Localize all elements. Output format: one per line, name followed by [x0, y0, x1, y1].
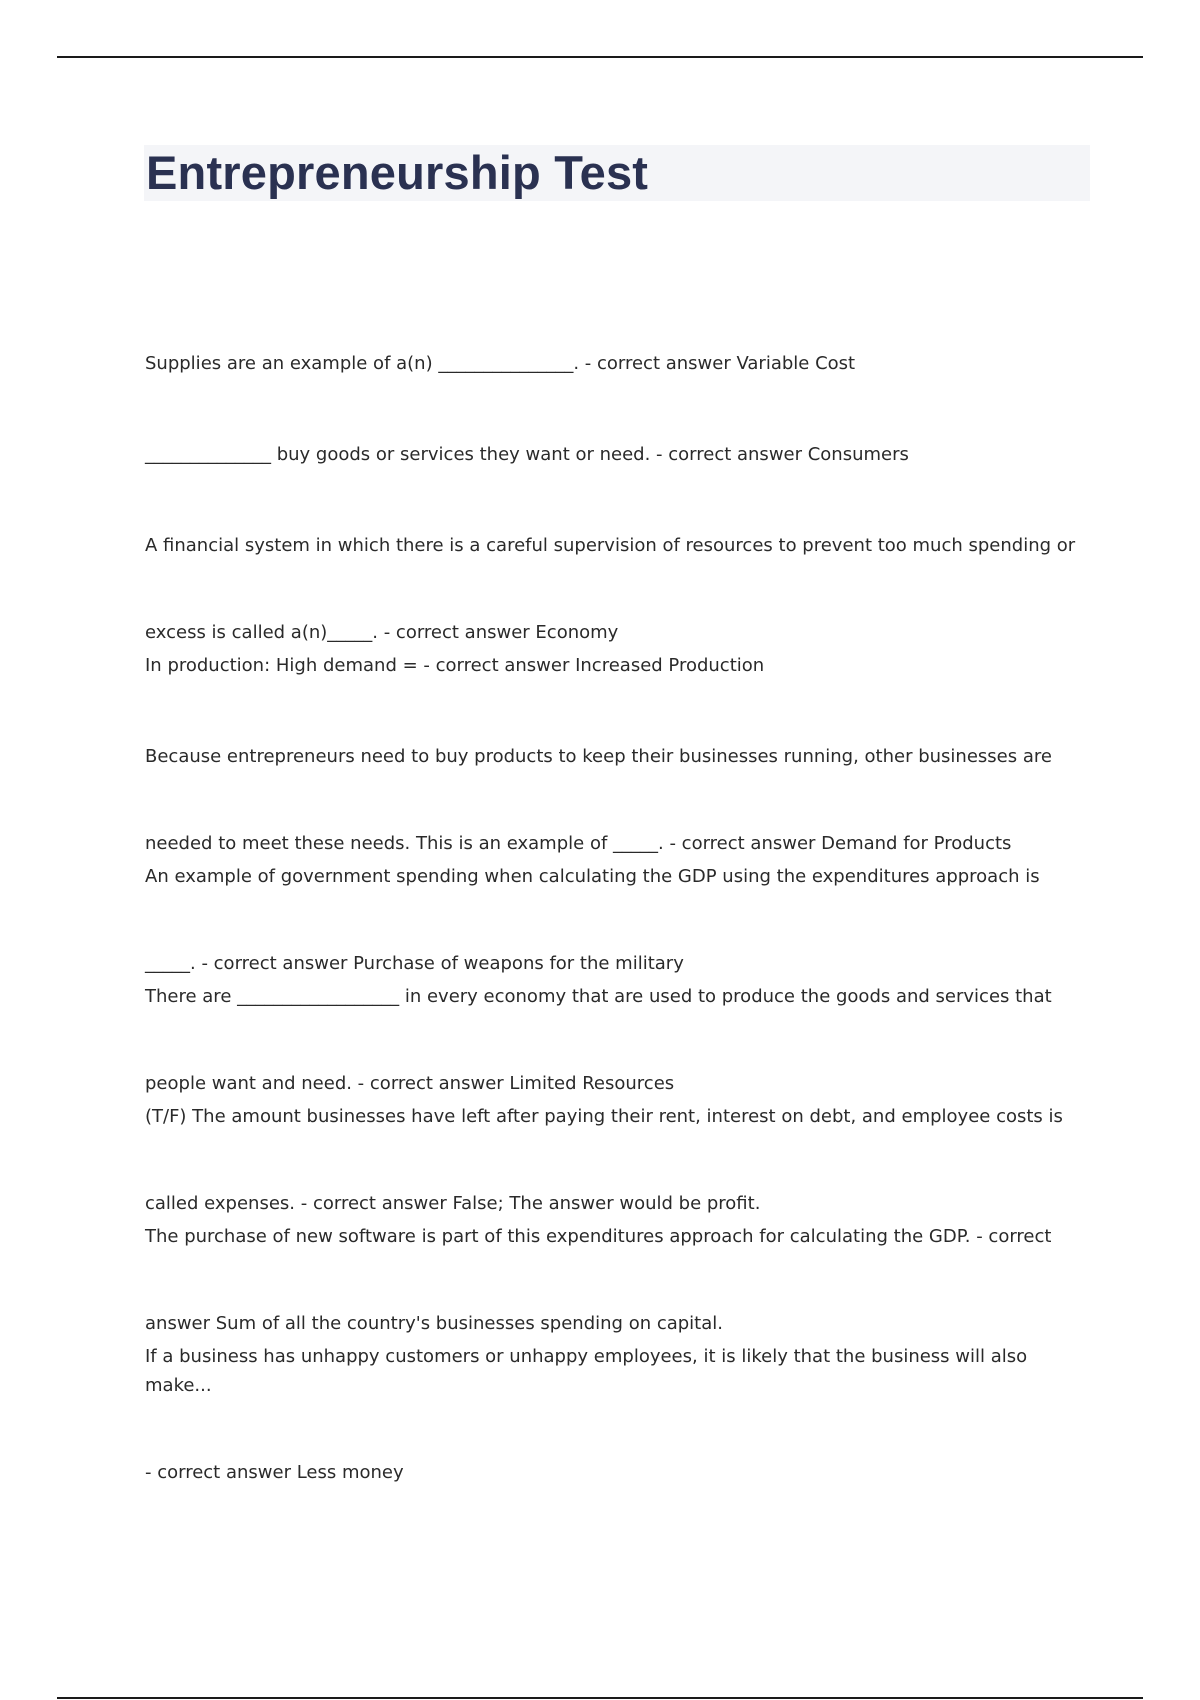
question-text: Supplies are an example of a(n) _______________. - correct answer Variable Cost: [145, 353, 856, 374]
question-text: ______________ buy goods or services they want or need. - correct answer Consumers: [145, 444, 909, 465]
question-text: called expenses. - correct answer False; The answer would be profit.: [145, 1193, 761, 1214]
question-text: If a business has unhappy customers or unhappy employees, it is likely that the business will also make...: [145, 1346, 1033, 1396]
question-text: In production: High demand = - correct answer Increased Production: [145, 655, 765, 676]
question-text: A financial system in which there is a careful supervision of resources to prevent too much spending or: [145, 535, 1076, 556]
top-divider: [57, 56, 1143, 58]
question-text: (T/F) The amount businesses have left after paying their rent, interest on debt, and employee costs is: [145, 1106, 1063, 1127]
page-title: Entrepreneurship Test: [146, 146, 649, 199]
question-text: _____. - correct answer Purchase of weapons for the military: [145, 953, 684, 974]
question-text: There are __________________ in every economy that are used to produce the goods and services that: [145, 986, 1052, 1007]
question-text: answer Sum of all the country's businesses spending on capital.: [145, 1313, 723, 1334]
question-item: [145, 1284, 1095, 1545]
question-text: needed to meet these needs. This is an example of _____. - correct answer Demand for Products: [145, 833, 1012, 854]
question-text: excess is called a(n)_____. - correct answer Economy: [145, 622, 619, 643]
question-text: people want and need. - correct answer Limited Resources: [145, 1073, 675, 1094]
question-text: - correct answer Less money: [145, 1462, 404, 1483]
question-text: An example of government spending when calculating the GDP using the expenditures approach is: [145, 866, 1040, 887]
question-text: The purchase of new software is part of this expenditures approach for calculating the GDP. - correct: [145, 1226, 1052, 1247]
bottom-divider: [57, 1697, 1143, 1699]
question-text: Because entrepreneurs need to buy products to keep their businesses running, other businesses are: [145, 746, 1052, 767]
